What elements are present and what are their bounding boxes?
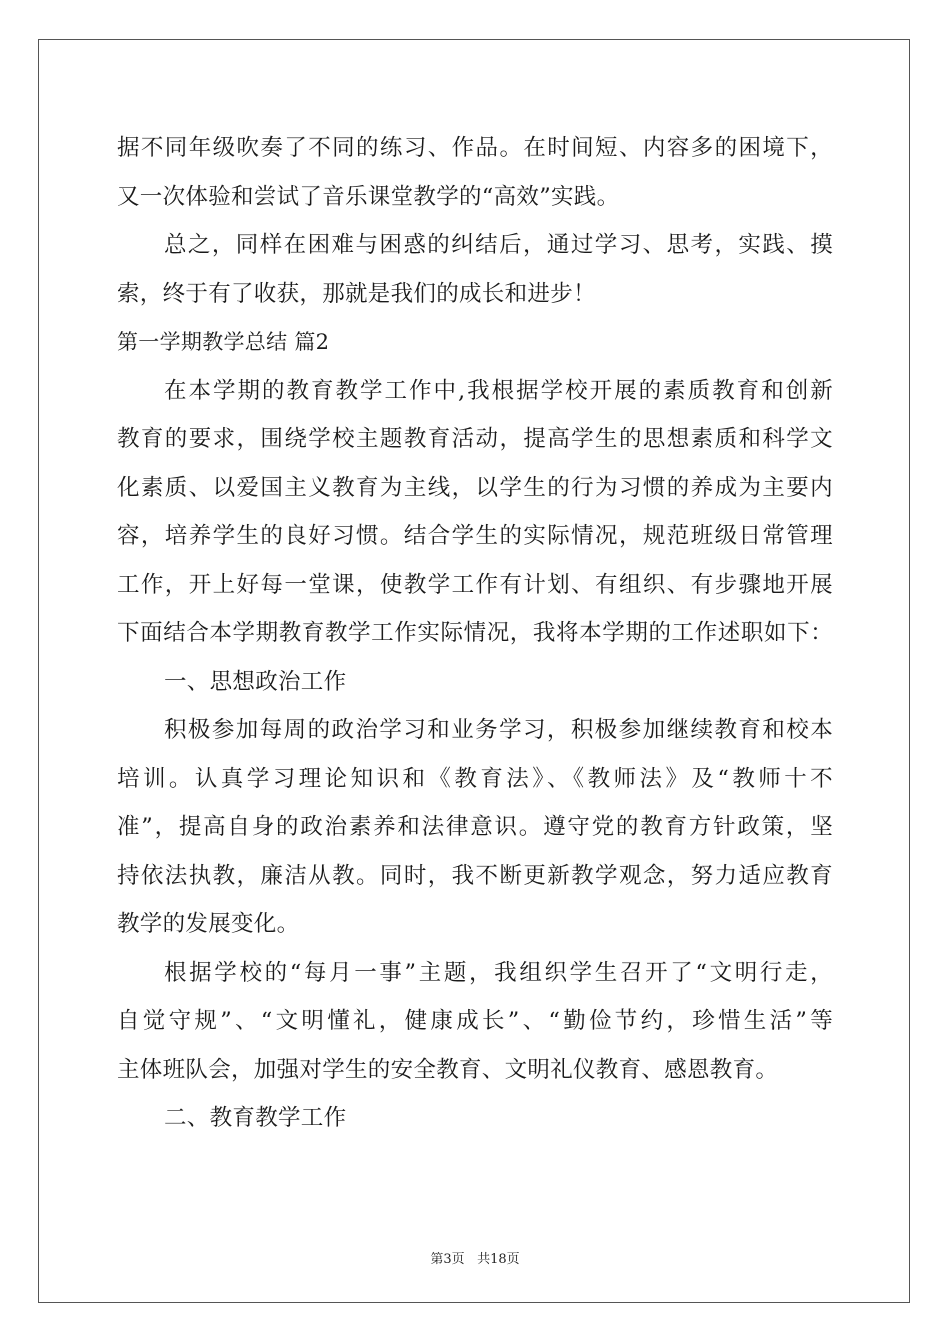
text-line: 工作，开上好每一堂课，使教学工作有计划、有组织、有步骤地开展 [117,571,833,598]
text-line: 在本学期的教育教学工作中,我根据学校开展的素质教育和创新 [164,377,833,404]
text-line: 总之，同样在困难与困惑的纠结后，通过学习、思考，实践、摸 [164,232,833,258]
text-line: 容，培养学生的良好习惯。结合学生的实际情况，规范班级日常管理 [117,523,833,549]
text-line: 积极参加每周的政治学习和业务学习，积极参加继续教育和校本 [164,717,833,743]
text-line: 持依法执教，廉洁从教。同时，我不断更新教学观念，努力适应教育 [117,862,833,889]
text-line: 化素质、以爱国主义教育为主线，以学生的行为习惯的养成为主要内 [117,474,833,501]
page-footer [0,1248,950,1267]
text-line: 准”，提高自身的政治素养和法律意识。遵守党的教育方针政策，坚 [117,814,833,840]
text-line: 索，终于有了收获，那就是我们的成长和进步！ [117,280,596,307]
page-total: 共18页 [477,1252,520,1267]
text-line: 自觉守规”、“文明懂礼，健康成长”、“勤俭节约，珍惜生活”等 [117,1008,833,1034]
text-line: 据不同年级吹奏了不同的练习、作品。在时间短、内容多的困境下， [117,135,833,161]
document-body [117,124,833,1143]
page-number: 第3页 [430,1252,465,1267]
subsection-heading: 一、思想政治工作 [164,668,347,695]
subsection-heading: 二、教育教学工作 [164,1105,347,1131]
text-line: 培训。认真学习理论知识和《教育法》、《教师法》及“教师十不 [117,765,833,792]
section-heading: 第一学期教学总结 篇2 [117,330,330,354]
text-line: 教学的发展变化。 [117,911,300,937]
text-line: 主体班队会，加强对学生的安全教育、文明礼仪教育、感恩教育。 [117,1056,779,1083]
text-line: 又一次体验和尝试了音乐课堂教学的“高效”实践。 [117,183,620,210]
text-line: 下面结合本学期教育教学工作实际情况，我将本学期的工作述职如下： [117,620,833,646]
text-line: 教育的要求，围绕学校主题教育活动，提高学生的思想素质和科学文 [117,426,833,452]
text-line: 根据学校的“每月一事”主题，我组织学生召开了“文明行走， [164,959,833,986]
